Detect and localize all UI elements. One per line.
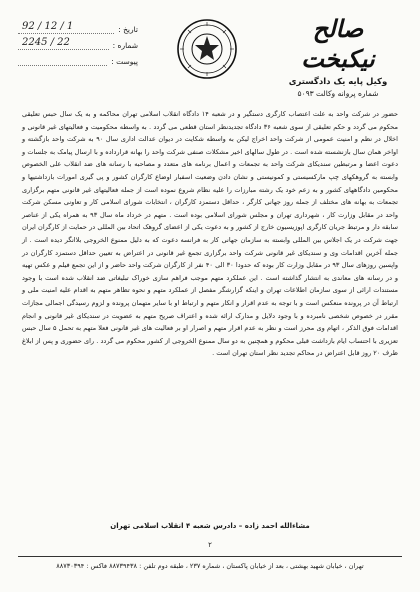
letterhead-brand	[278, 14, 398, 100]
lawyer-name-logo: صالح نیکبخت	[301, 14, 375, 73]
number-row	[18, 34, 138, 50]
date-value: 92 / 12 / 1	[18, 20, 114, 34]
date-label: تاریخ :	[118, 25, 138, 34]
letter-body: حضور در شرکت واحد به علت اعتصاب کارگری دستگیر و در شعبه ۱۴ دادگاه انقلاب اسلامی تهران محاکمه و به یک سال حبس تعلیقی محکوم می گردد و حکم تعلیقی از سوی شعبه ۳۶ دادگاه تجدیدنظر استان قطعی می گردد . به واسطه محکومیت و فعالیتهای غیر قانونی و اخلال در نظم و امنیت عمومی از شرکت واحد اخراج لیکن به واسطه شکایت در دیوان عدالت اداری سال ۹۰ به شرکت واحد بازگشته و اواخر همان سال بازنشسته شده است . در طول سالهای اخیر مشکلات صنفی شرکت واحد را بهانه قرارداده و با ارسال پیامک به جلسات و دعوت اعضا و مرتبطین سندیکای شرکت واحد به تجمعات و اعمال برنامه های متعدد و مصاحبه با رسانه های ضد انقلاب علی الخصوص وابسته به گروهکهای چپ مارکسیستی و کمونیستی و نشان دادن وضعیت اسفبار اوضاع کارگران کشور و پی گیری امورات بازداشتیها و محکومین دادگاههای کشور و به زعم خود یک رشته مبارزات را علیه نظام شروع نموده است از جمله فعالیتهای غیر قانونی متهم برگزاری تجمعات به بهانه های مختلف از جمله روز جهانی کارگر ، حداقل دستمزد کارگران ، انتخابات شورای اسلامی کار و تعاونی مسکن شرکت واحد در مقابل وزارت کار ، شهرداری تهران و مجلس شورای اسلامی بوده است . متهم در خرداد ماه سال ۹۳ به همراه یکی از عناصر سابقه دار و مرتبط جریان کارگری اپوزیسیون خارج از کشور و به دعوت یکی از اعضای گروهک اتحاد بین المللی در حمایت از کارگران ایران جهت شرکت در یک اجلاس بین المللی وابسته به سازمان جهانی کار به فرانسه دعوت که به دلیل ممنوع الخروجی بلاانگر دیده است . از جمله آخرین اقدامات وی و سندیکای غیر قانونی شرکت واحد برگزاری تجمع غیر قانونی در اعتراض به تعیین حداقل دستمزد کارگران در واپسین روزهای سال ۹۳ در مقابل وزارت کار بوده که حدودا ۳۰ الی ۴۰ نفر از کارگران شرکت واحد حاضر و از این تجمع فیلم و عکس تهیه و در رسانه های معاندی به انتشار گذاشته است . این عملکرد متهم موجب فراهم سازی خوراک تبلیغاتی ضد انقلاب شده است با وجود مستندات ارائی از سوی سازمان اطلاعات تهران و اینکه گزارشگر مفصل از عملکرد متهم و نحوه تظاهر متهم به اقدام علیه امنیت ملی و ارتباط آن در پرونده منعکس است و با توجه به عدم اقرار و انکار متهم و ارتباط او با سایر متهمان پرونده و لزوم رسیدگی اجمالی مجازات مقرر در خصوص شخصی نامبرده و با وجود دلایل و مدارک ارائه شده و اعتراف صریح متهم به عضویت در سندیکای غیر قانونی و انجام اقدامات فوق الذکر ، اتهام وی محرز است و نظر به عدم اقرار متهم و اصرار او بر فعالیت های غیر قانونی فعلا متهم به تحمل ۵ سال حبس تعزیری با احتساب ایام بازداشت قبلی محکوم و همچنین به دو سال ممنوع الخروجی از کشور محکوم می گردد . رای حضوری و پس از ابلاغ ظرف ۲۰ روز قابل اعتراض در محاکم تجدید نظر استان تهران است .	[22, 110, 398, 358]
attachment-label: پیوست :	[111, 57, 138, 66]
page-number: ۲	[208, 541, 212, 549]
bar-association-seal-icon	[176, 18, 238, 80]
date-row	[18, 18, 138, 34]
footer-address: تهران ، خیابان شهید بهشتی ، بعد از خیابان پاکستان ، شماره ۲۳۷ ، طبقه دوم تلفن : ۸۸۷۳۹۴۳۸ فاکس : ۸۸۷۳۰۳۹۴	[56, 562, 364, 570]
number-value: 2245 / 22	[18, 36, 109, 50]
attachment-row	[18, 50, 138, 66]
lawyer-title: وکیل پایه یک دادگستری	[288, 77, 388, 87]
attachment-value	[18, 52, 107, 66]
footer-divider	[18, 556, 402, 557]
letter-meta	[18, 18, 138, 66]
license-number: شماره پروانه وکالت ۵۰۹۳	[297, 89, 379, 98]
number-label: شماره :	[112, 41, 138, 50]
judge-signature-line: مشاءالله احمد زاده – دادرس شعبه ۴ انقلاب اسلامی تهران	[110, 522, 310, 530]
